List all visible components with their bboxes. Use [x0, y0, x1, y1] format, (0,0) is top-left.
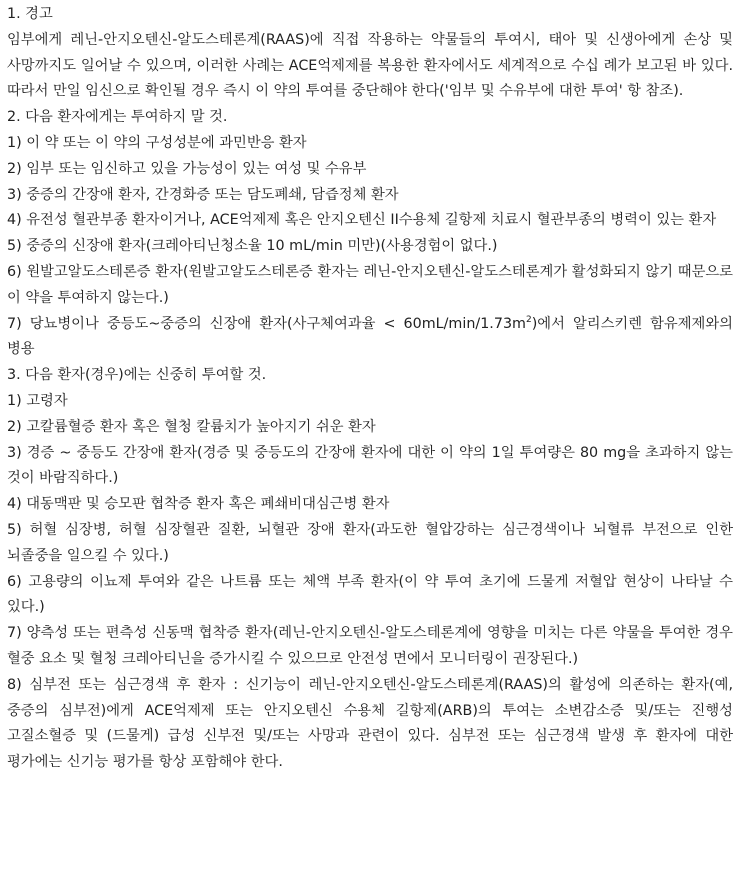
caution-item-8: 8) 심부전 또는 심근경색 후 환자 : 신기능이 레닌-안지오텐신-알도스테론계(RAAS)의 활성에 의존하는 환자(예, 중증의 심부전)에게 ACE억제제 또는 안지오텐신 수용체 길항제(ARB)의 투여는 소변감소증 및/또는 진행성 고질소혈증 및 (드물게) 급성 신부전 및/또는 사망과 관련이 있다. 심부전 또는 심근경색 발생 후 환자에 대한 평가에는 신기능 평가를 항상 포함해야 한다. — [7, 676, 733, 771]
warning-heading: 1. 경고 — [7, 6, 53, 22]
caution-item-4: 4) 대동맥판 및 승모판 협착증 환자 혹은 폐쇄비대심근병 환자 — [7, 496, 390, 513]
contraindication-item-3: 3) 중증의 간장애 환자, 간경화증 또는 담도폐쇄, 담즙정체 환자 — [7, 186, 399, 203]
caution-item-7: 7) 양측성 또는 편측성 신동맥 협착증 환자(레닌-안지오텐신-알도스테론계에 영향을 미치는 다른 약물을 투여한 경우 혈중 요소 및 혈청 크레아티닌을 증가시킬 수 있으므로 안전성 면에서 모니터링이 권장된다.) — [7, 625, 733, 667]
contraindication-item-4: 4) 유전성 혈관부종 환자이거나, ACE억제제 혹은 안지오텐신 II수용체 길항제 치료시 혈관부종의 병력이 있는 환자 — [7, 212, 717, 229]
item-7-text-after: )에서 알리스키렌 함유제제와의 병용 — [7, 315, 733, 358]
contraindication-item-6: 6) 원발고알도스테론증 환자(원발고알도스테론증 환자는 레닌-안지오텐신-알도스테론계가 활성화되지 않기 때문으로 이 약을 투여하지 않는다.) — [7, 263, 733, 306]
contraindication-item-1: 1) 이 약 또는 이 약의 구성성분에 과민반응 환자 — [7, 134, 307, 151]
contraindication-item-5: 5) 중증의 신장애 환자(크레아티닌청소율 10 mL/min 미만)(사용경험이 없다.) — [7, 238, 498, 255]
warning-paragraph: 임부에게 레닌-안지오텐신-알도스테론계(RAAS)에 직접 작용하는 약물들의 투여시, 태아 및 신생아에게 손상 및 사망까지도 일어날 수 있으며, 이러한 사례는 ACE억제제를 복용한 환자에서도 세계적으로 수십 례가 보고된 바 있다. 따라서 만일 임신으로 확인될 경우 즉시 이 약의 투여를 중단해야 한다('임부 및 수유부에 대한 투여' 항 참조). — [7, 31, 733, 100]
caution-item-1: 1) 고령자 — [7, 392, 68, 409]
caution-item-5: 5) 허혈 심장병, 허혈 심장혈관 질환, 뇌혈관 장애 환자(과도한 혈압강하는 심근경색이나 뇌혈류 부전으로 인한 뇌졸중을 일으킬 수 있다.) — [7, 521, 733, 564]
caution-item-2: 2) 고칼륨혈증 환자 혹은 혈청 칼륨치가 높아지기 쉬운 환자 — [7, 418, 376, 435]
caution-item-3: 3) 경증 ~ 중등도 간장애 환자(경증 및 중등도의 간장애 환자에 대한 이 약의 1일 투여량은 80 mg을 초과하지 않는 것이 바람직하다.) — [7, 444, 733, 487]
contraindication-item-7 — [7, 312, 733, 364]
superscript-2: 2 — [525, 314, 532, 325]
caution-heading: 3. 다음 환자(경우)에는 신중히 투여할 것. — [7, 367, 267, 384]
caution-item-6: 6) 고용량의 이뇨제 투여와 같은 나트륨 또는 체액 부족 환자(이 약 투여 초기에 드물게 저혈압 현상이 나타날 수 있다.) — [7, 573, 733, 616]
contraindication-item-2: 2) 임부 또는 임신하고 있을 가능성이 있는 여성 및 수유부 — [7, 160, 367, 177]
item-7-text-before: 7) 당뇨병이나 중등도~중증의 신장애 환자(사구체여과율 < 60mL/min/1.73m — [7, 315, 526, 332]
contraindications-heading: 2. 다음 환자에게는 투여하지 말 것. — [7, 109, 228, 126]
